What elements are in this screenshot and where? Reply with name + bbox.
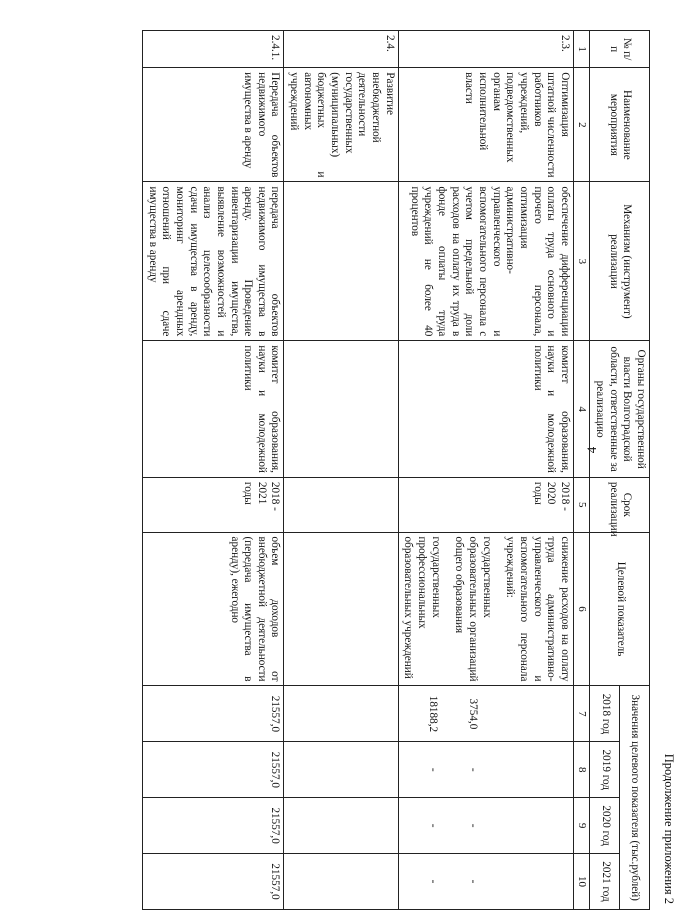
header-year-2021: 2021 год xyxy=(590,854,620,910)
header-no: № п/п xyxy=(590,31,650,68)
target-main: снижение расходов на оплату труда административно-управленческого и вспомогательного персонала учреждений: xyxy=(504,536,571,682)
value-a-2018: 3754,0 xyxy=(466,698,479,730)
responsible-organ: комитет образования, науки и молодежной политики xyxy=(398,341,573,478)
measure-name: Оптимизация штатной численности работников учреждений, подведомственных органам исполнительной власти xyxy=(398,68,573,182)
value-b-2019: - xyxy=(427,767,440,772)
header-year-2019: 2019 год xyxy=(590,742,620,798)
measure-name: Передача объектов недвижимого имущества в аренду xyxy=(142,68,284,182)
value-b-2020: - xyxy=(427,823,440,828)
mechanism-text: обеспечение дифференциации оплаты труда основного и прочего персонала, оптимизация административно-управленческого и вспомогательного персонала с учетом предельной доли расходов на оплату их труда в фонде оплаты труда учреждений не более 40 процентов xyxy=(398,182,573,341)
target-indicator: объем доходов от внебюджетной деятельности (передача имущества в аренду), ежегодно xyxy=(142,532,284,686)
value-2019 xyxy=(398,742,573,798)
header-year-2018: 2018 год xyxy=(590,686,620,742)
column-number: 10 xyxy=(573,854,589,910)
target-indicator xyxy=(398,532,573,686)
column-number-row xyxy=(573,31,589,910)
column-number: 5 xyxy=(573,477,589,532)
value-2021: 21557,0 xyxy=(142,854,284,910)
table-row-2-4 xyxy=(284,31,398,910)
value-a-2019: - xyxy=(466,767,479,772)
row-number: 2.4. xyxy=(284,31,398,68)
value-2018 xyxy=(398,686,573,742)
value-2019: 21557,0 xyxy=(142,742,284,798)
target-professional-education: государственных профессиональных образовательных учреждений xyxy=(402,536,442,679)
value-b-2021: - xyxy=(427,879,440,884)
header-target: Целевой показатель xyxy=(590,532,650,686)
rotated-page xyxy=(40,30,676,910)
measure-name: Развитие внебюджетной деятельности государственных (муниципальных) бюджетных и автономных учреждений xyxy=(284,68,398,182)
appendix-caption: Продолжение приложения 2 xyxy=(662,753,676,904)
mechanism-text: передача объектов недвижимого имущества в аренду. Проведение инвентаризации имущества, выявление возможностей и анализ целесообразности сдачи имущества в аренду, мониторинг арендных отношений при сдаче имущества в аренду xyxy=(142,182,284,341)
page-number: 4 xyxy=(584,446,599,454)
responsible-organ: комитет образования, науки и молодежной политики xyxy=(142,341,284,478)
column-number: 3 xyxy=(573,182,589,341)
column-number: 6 xyxy=(573,532,589,686)
header-name: Наименование мероприятия xyxy=(590,68,650,182)
target-general-education: государственных образовательных организаций общего образования xyxy=(453,536,493,682)
measures-table xyxy=(142,30,650,910)
column-number: 9 xyxy=(573,798,589,854)
column-number: 2 xyxy=(573,68,589,182)
header-row-1 xyxy=(620,31,650,910)
column-number: 4 xyxy=(573,341,589,478)
term-text: 2018 - 2021 годы xyxy=(142,477,284,532)
header-organs: Органы государственной власти Волгоградской области, ответственные за реализацию xyxy=(590,341,650,478)
header-values-group: Значения целевого показателя (тыс.рублей) xyxy=(620,686,650,910)
value-2018: 21557,0 xyxy=(142,686,284,742)
column-number: 7 xyxy=(573,686,589,742)
table-row-2-3 xyxy=(398,31,573,910)
value-2020: 21557,0 xyxy=(142,798,284,854)
value-2021 xyxy=(398,854,573,910)
header-term: Срок реализации xyxy=(590,477,650,532)
value-a-2021: - xyxy=(466,879,479,884)
column-number: 1 xyxy=(573,31,589,68)
term-text: 2018 - 2020 годы xyxy=(398,477,573,532)
header-mechanism: Механизм (инструмент) реализации xyxy=(590,182,650,341)
column-number: 8 xyxy=(573,742,589,798)
value-a-2020: - xyxy=(466,823,479,828)
value-2020 xyxy=(398,798,573,854)
row-number: 2.3. xyxy=(398,31,573,68)
row-number: 2.4.1. xyxy=(142,31,284,68)
header-year-2020: 2020 год xyxy=(590,798,620,854)
value-b-2018: 18188,2 xyxy=(427,695,440,733)
table-row-2-4-1 xyxy=(142,31,284,910)
